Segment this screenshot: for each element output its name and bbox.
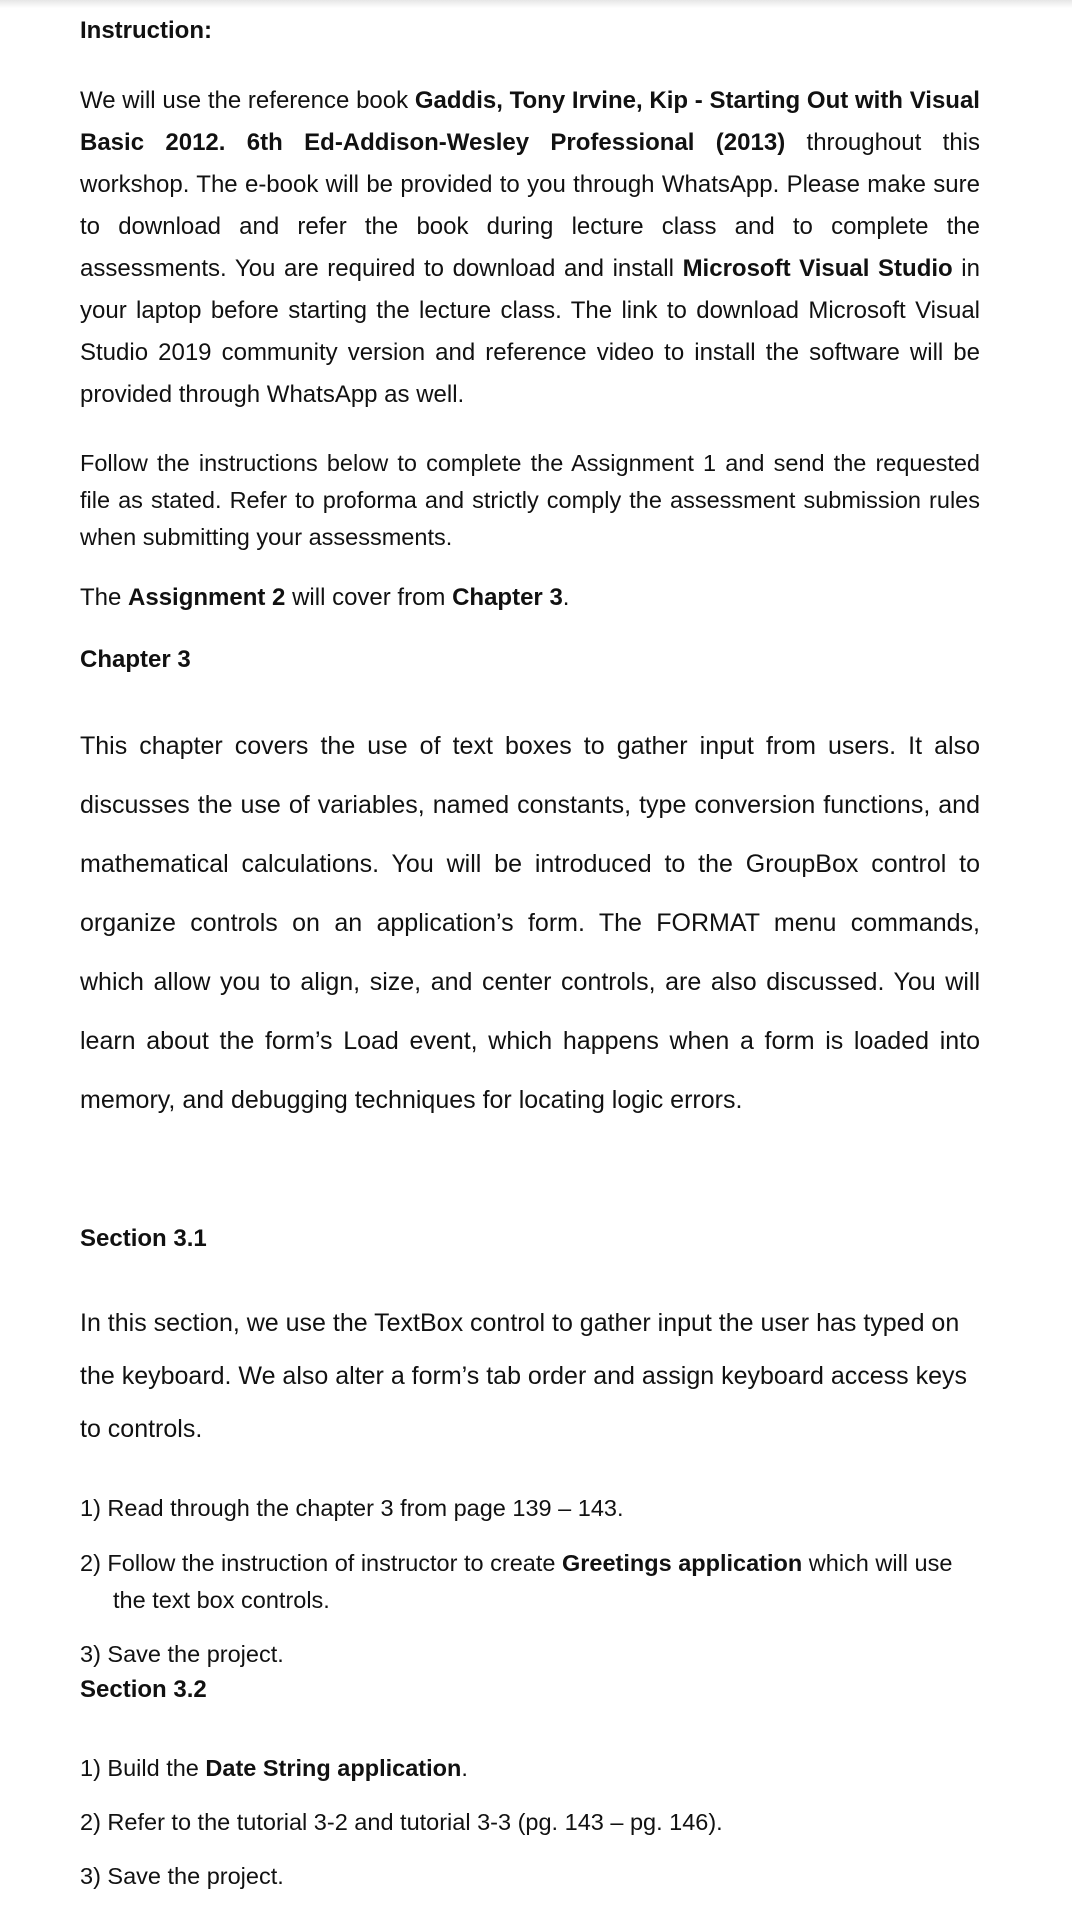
section-3-1-item-3: 3) Save the project. <box>80 1641 284 1667</box>
section-3-2-item-3: 3) Save the project. <box>80 1863 284 1889</box>
instruction-paragraph: We will use the reference book Gaddis, Tony Irvine, Kip - Starting Out with Visual Basic 2012. 6th Ed-Addison-Wesley Professional (2013) throughout this workshop. The e-book will be provided to you through WhatsApp. Please make sure to download and refer the book during lecture class and to complete the assessments. You are required to download and install Microsoft Visual Studio in your laptop before starting the lecture class. The link to download Microsoft Visual Studio 2019 community version and reference video to install the software will be provided through WhatsApp as well. <box>80 87 980 408</box>
chapter-3-summary: This chapter covers the use of text boxes to gather input from users. It also discusses the use of variables, named constants, type conversion functions, and mathematical calculations. You will be introduced to the GroupBox control to organize controls on an application’s form. The FORMAT menu commands, which allow you to align, size, and center controls, are also discussed. You will learn about the form’s Load event, which happens when a form is loaded into memory, and debugging techniques for locating logic errors. <box>80 732 980 1114</box>
chapter-3-heading: Chapter 3 <box>80 646 191 673</box>
section-3-1-item-2: 2) Follow the instruction of instructor to create Greetings application which will use the text box controls. <box>80 1550 953 1613</box>
section-3-1-item-1: 1) Read through the chapter 3 from page 139 – 143. <box>80 1495 624 1521</box>
section-3-1-heading: Section 3.1 <box>80 1225 207 1252</box>
section-3-2-heading: Section 3.2 <box>80 1676 207 1703</box>
section-3-2-item-1: 1) Build the Date String application. <box>80 1755 468 1781</box>
section-3-1-intro: In this section, we use the TextBox control to gather input the user has typed on the keyboard. We also alter a form’s tab order and assign keyboard access keys to controls. <box>80 1309 968 1443</box>
instruction-heading: Instruction: <box>80 17 212 44</box>
top-shadow <box>0 0 1072 8</box>
follow-instructions-paragraph: Follow the instructions below to complete the Assignment 1 and send the requested file as stated. Refer to proforma and strictly comply the assessment submission rules when submitting your assessments. <box>80 450 980 550</box>
assignment-scope-line: The Assignment 2 will cover from Chapter 3. <box>80 584 570 611</box>
section-3-2-item-2: 2) Refer to the tutorial 3-2 and tutorial 3-3 (pg. 143 – pg. 146). <box>80 1809 723 1835</box>
